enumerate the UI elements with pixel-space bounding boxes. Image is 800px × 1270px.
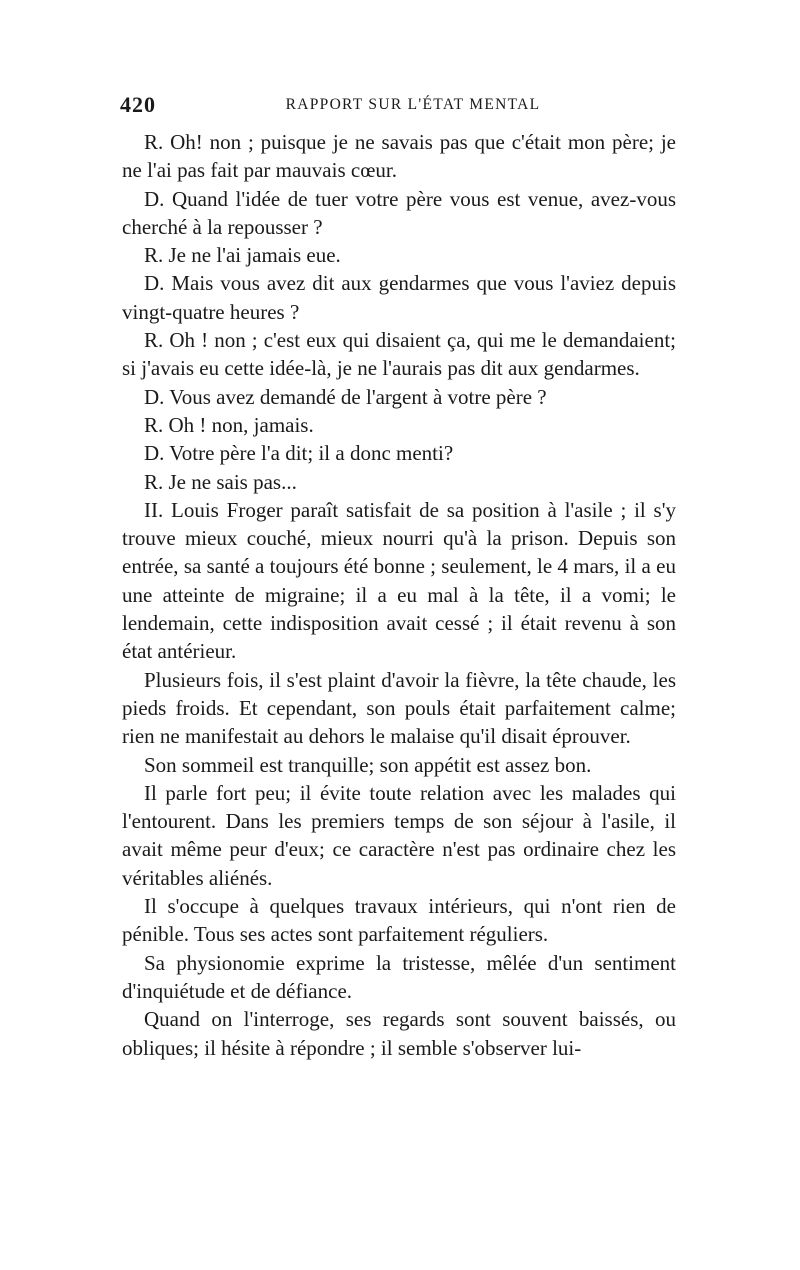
dialogue-line: D. Quand l'idée de tuer votre père vous est venue, avez-vous cherché à la repousser ? (122, 186, 676, 239)
section-paragraph: II. Louis Froger paraît satisfait de sa position à l'asile ; il s'y trouve mieux couché, mieux nourri qu'à la prison. Depuis son entrée, sa santé a toujours été bonne ; seulement, le 4 mars, il a eu une atteinte de migraine; il a eu mal à la tête, il a vomi; le lendemain, cette indisposition avait cessé ; il était revenu à son état antérieur. (122, 497, 676, 664)
body-paragraph: Plusieurs fois, il s'est plaint d'avoir la fièvre, la tête chaude, les pieds froids. Et cependant, son pouls était parfaitement calme; rien ne manifestait au dehors le malaise qu'il disait éprouver. (122, 667, 676, 749)
body-paragraph: Il parle fort peu; il évite toute relation avec les malades qui l'entourent. Dans les premiers temps de son séjour à l'asile, il avait même peur d'eux; ce caractère n'est pas ordinaire chez les véritables aliénés. (122, 780, 676, 890)
page-header (120, 92, 676, 122)
body-paragraph: Quand on l'interroge, ses regards sont souvent baissés, ou obliques; il hésite à répondre ; il semble s'observer lui- (122, 1007, 676, 1060)
running-title: RAPPORT SUR L'ÉTAT MENTAL (285, 96, 541, 113)
body-paragraph: Il s'occupe à quelques travaux intérieurs, qui n'ont rien de pénible. Tous ses actes sont parfaitement réguliers. (122, 894, 676, 947)
dialogue-line: D. Mais vous avez dit aux gendarmes que vous l'aviez depuis vingt-quatre heures ? (122, 271, 676, 324)
body-paragraph: Son sommeil est tranquille; son appétit est assez bon. (144, 752, 592, 777)
dialogue-line: R. Oh ! non, jamais. (144, 412, 314, 437)
dialogue-line: D. Votre père l'a dit; il a donc menti? (144, 441, 454, 466)
body-text (122, 128, 676, 1062)
dialogue-line: R. Oh ! non ; c'est eux qui disaient ça, qui me le demandaient; si j'avais eu cette idée-là, je ne l'aurais pas dit aux gendarmes. (122, 328, 676, 381)
page-number: 420 (120, 92, 156, 117)
dialogue-line: R. Je ne l'ai jamais eue. (144, 243, 341, 268)
dialogue-line: R. Je ne sais pas... (144, 469, 297, 494)
dialogue-line: D. Vous avez demandé de l'argent à votre père ? (144, 384, 547, 409)
dialogue-line: R. Oh! non ; puisque je ne savais pas que c'était mon père; je ne l'ai pas fait par mauvais cœur. (122, 130, 676, 183)
body-paragraph: Sa physionomie exprime la tristesse, mêlée d'un sentiment d'inquiétude et de défiance. (122, 950, 676, 1003)
